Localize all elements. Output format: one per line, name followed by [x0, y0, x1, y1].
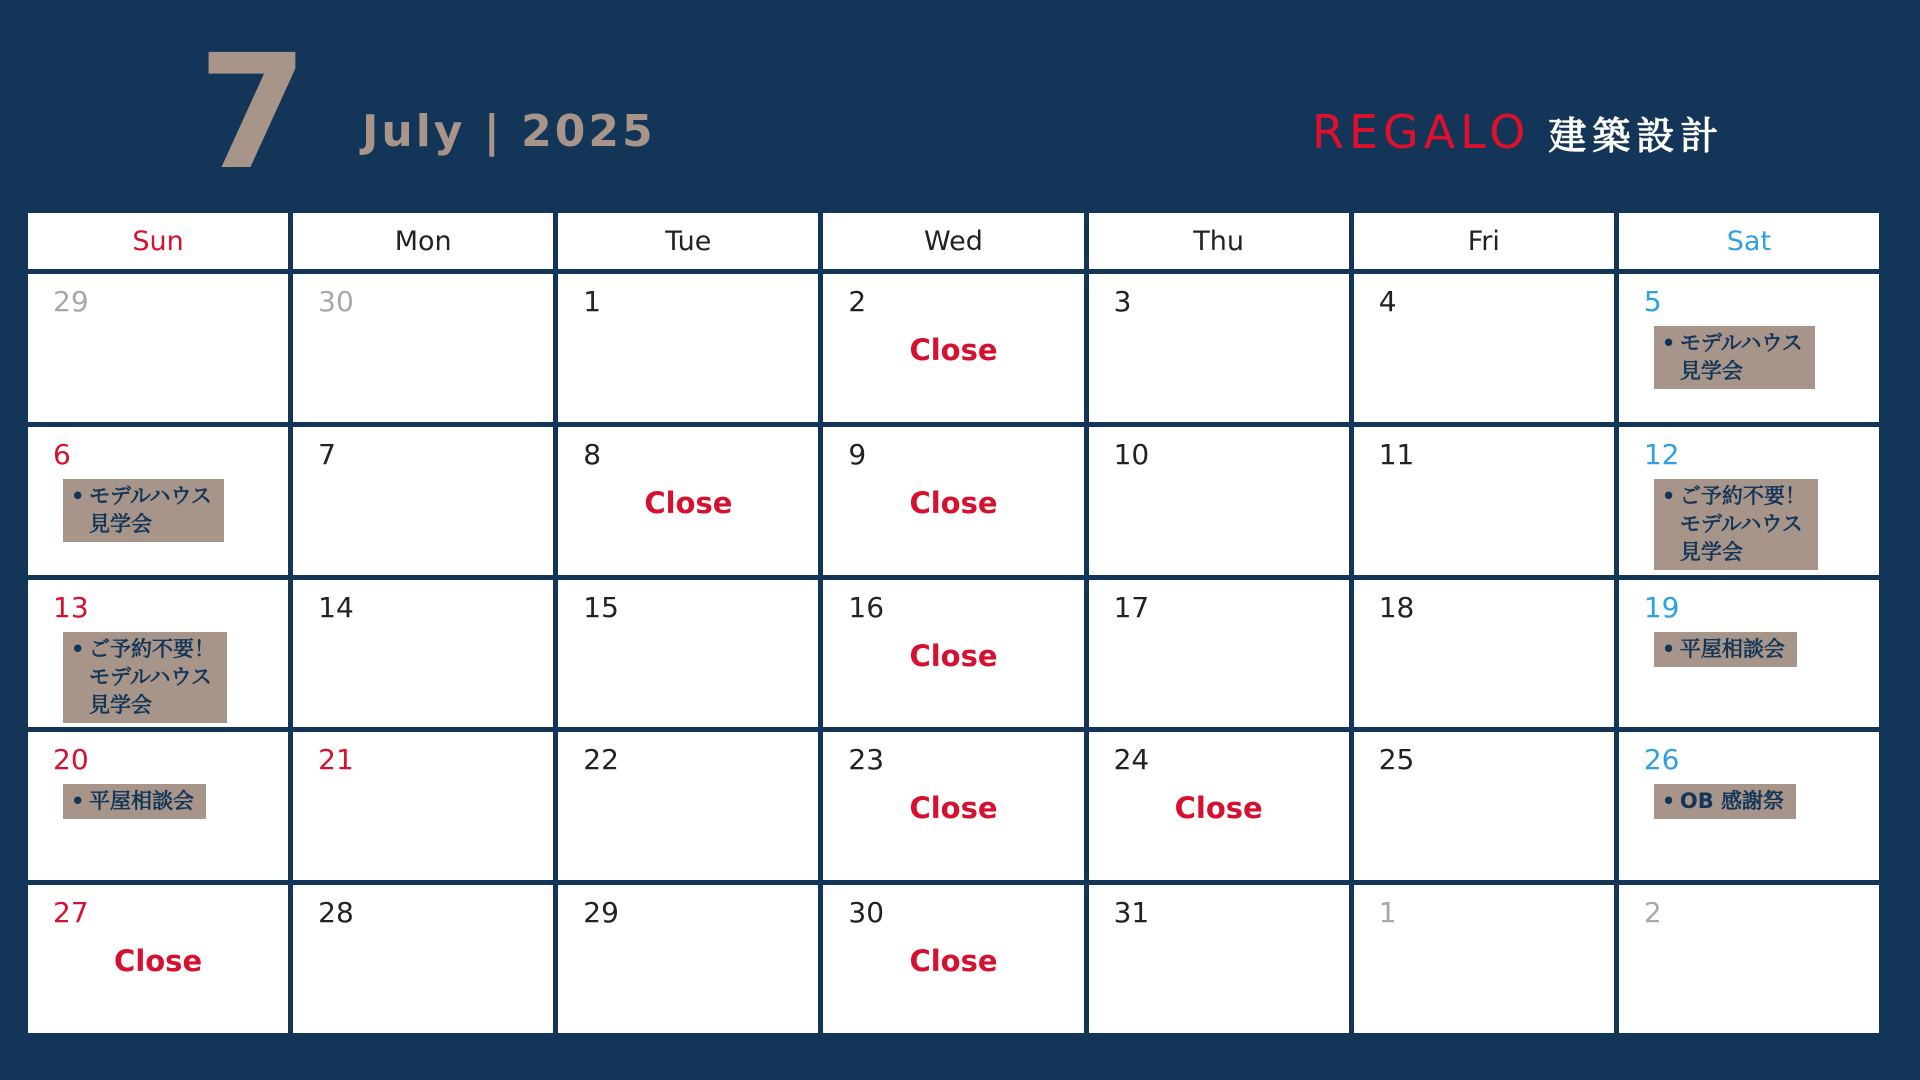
day-number: 2 — [1643, 896, 1662, 930]
event-text: モデルハウス — [89, 664, 212, 689]
day-number: 7 — [318, 437, 336, 471]
day-cell[interactable] — [1619, 732, 1879, 880]
event-line — [71, 691, 215, 719]
day-cell[interactable] — [823, 274, 1083, 422]
event-text: 平屋相談会 — [1679, 636, 1785, 661]
day-number: 1 — [1378, 896, 1397, 930]
day-number: 6 — [53, 437, 71, 471]
event-line — [1662, 635, 1785, 663]
day-number: 21 — [318, 743, 354, 777]
weekday-header-wed: Wed — [823, 213, 1083, 269]
day-cell[interactable] — [1354, 274, 1614, 422]
day-cell[interactable] — [293, 885, 553, 1033]
day-number: 8 — [583, 437, 602, 471]
day-number: 13 — [53, 590, 89, 624]
closed-day-label: Close — [644, 485, 733, 520]
event-badge[interactable] — [1654, 326, 1815, 389]
event-text: 平屋相談会 — [89, 789, 194, 814]
closed-day-label: Close — [909, 333, 998, 367]
day-cell[interactable] — [28, 732, 288, 880]
closed-day-label: Close — [909, 944, 998, 979]
event-line — [1662, 787, 1784, 815]
day-number: 25 — [1378, 743, 1415, 777]
day-cell[interactable] — [293, 580, 553, 728]
closed-day-label: Close — [114, 944, 203, 979]
day-cell[interactable] — [1089, 274, 1349, 422]
event-line — [1662, 510, 1806, 538]
closed-day-label: Close — [909, 638, 998, 673]
event-text: OB 感謝祭 — [1679, 789, 1785, 814]
event-line — [71, 510, 212, 538]
event-text: ご予約不要！ — [89, 636, 215, 661]
day-cell[interactable] — [1619, 427, 1879, 575]
month-number: 7 — [198, 21, 308, 205]
bullet-icon: • — [1661, 331, 1676, 355]
day-number: 10 — [1113, 437, 1150, 471]
day-number: 14 — [318, 590, 354, 624]
day-cell[interactable] — [823, 885, 1083, 1033]
day-cell[interactable] — [1619, 580, 1879, 728]
event-badge[interactable] — [63, 784, 206, 819]
day-number: 4 — [1378, 285, 1397, 318]
day-number: 19 — [1643, 590, 1680, 624]
event-line — [1662, 482, 1806, 510]
event-badge[interactable] — [63, 479, 224, 542]
day-number: 28 — [318, 896, 354, 930]
event-badge[interactable] — [1654, 632, 1797, 667]
event-badge[interactable] — [1654, 479, 1818, 570]
event-line — [71, 482, 212, 510]
day-number: 15 — [583, 590, 619, 624]
day-number: 9 — [848, 437, 867, 471]
bullet-icon: • — [71, 636, 85, 661]
day-number: 3 — [1113, 285, 1132, 318]
day-number: 5 — [1643, 285, 1662, 318]
day-number: 31 — [1113, 896, 1150, 930]
day-cell[interactable] — [558, 427, 818, 575]
bullet-icon: • — [71, 789, 85, 814]
day-cell[interactable] — [1354, 427, 1614, 575]
day-cell[interactable] — [1354, 580, 1614, 728]
day-number: 20 — [53, 743, 89, 777]
day-number: 30 — [318, 285, 354, 318]
event-text: 見学会 — [89, 692, 152, 717]
logo-japanese-text: 建築設計 — [1548, 113, 1725, 158]
weekday-header-fri: Fri — [1354, 213, 1614, 269]
day-cell[interactable] — [293, 427, 553, 575]
day-cell[interactable] — [558, 732, 818, 880]
weekday-header-thu: Thu — [1089, 213, 1349, 269]
day-cell[interactable] — [28, 274, 288, 422]
bullet-icon: • — [1661, 483, 1676, 508]
weekday-header-tue: Tue — [558, 213, 818, 269]
weekday-header-sun: Sun — [28, 213, 288, 269]
day-number: 24 — [1113, 743, 1150, 777]
event-text: 見学会 — [89, 511, 152, 536]
calendar-grid — [28, 213, 1879, 1033]
day-cell[interactable] — [1089, 885, 1349, 1033]
day-number: 29 — [53, 285, 89, 318]
day-number: 2 — [848, 285, 867, 318]
day-number: 30 — [848, 896, 885, 930]
day-cell[interactable] — [28, 885, 288, 1033]
day-number: 16 — [848, 590, 885, 624]
closed-day-label: Close — [909, 791, 998, 826]
event-text: 見学会 — [1679, 359, 1743, 383]
day-cell[interactable] — [1354, 885, 1614, 1033]
day-number: 17 — [1113, 590, 1150, 624]
event-text: モデルハウス — [1679, 331, 1803, 355]
day-cell[interactable] — [28, 580, 288, 728]
event-line — [71, 663, 215, 691]
event-badge[interactable] — [63, 632, 227, 723]
brand-logo — [1312, 104, 1724, 160]
event-line — [1662, 538, 1806, 566]
day-cell[interactable] — [1089, 427, 1349, 575]
day-number: 22 — [583, 743, 619, 777]
weekday-header-mon: Mon — [293, 213, 553, 269]
day-cell[interactable] — [1354, 732, 1614, 880]
day-cell[interactable] — [1619, 274, 1879, 422]
event-line — [1662, 357, 1803, 385]
day-cell[interactable] — [28, 427, 288, 575]
day-number: 1 — [583, 285, 602, 318]
logo-wordmark: REGALO — [1312, 105, 1531, 159]
event-text: モデルハウス — [1679, 511, 1803, 536]
day-cell[interactable] — [558, 580, 818, 728]
event-text: ご予約不要！ — [1679, 483, 1806, 508]
day-cell[interactable] — [293, 732, 553, 880]
day-number: 11 — [1378, 437, 1415, 471]
day-number: 18 — [1378, 590, 1415, 624]
bullet-icon: • — [71, 483, 85, 508]
day-cell[interactable] — [1089, 580, 1349, 728]
day-number: 12 — [1643, 437, 1680, 471]
event-line — [71, 787, 194, 815]
day-cell[interactable] — [1089, 732, 1349, 880]
event-line — [71, 635, 215, 663]
day-number: 29 — [583, 896, 619, 930]
day-number: 26 — [1643, 743, 1680, 777]
event-badge[interactable] — [1654, 784, 1796, 819]
event-text: 見学会 — [1679, 539, 1743, 564]
day-cell[interactable] — [1619, 885, 1879, 1033]
day-number: 27 — [53, 896, 89, 930]
weekday-header-sat: Sat — [1619, 213, 1879, 269]
event-line — [1662, 329, 1803, 357]
day-cell[interactable] — [558, 274, 818, 422]
day-cell[interactable] — [823, 732, 1083, 880]
event-text: モデルハウス — [89, 483, 212, 508]
closed-day-label: Close — [909, 485, 998, 520]
day-cell[interactable] — [823, 427, 1083, 575]
day-cell[interactable] — [823, 580, 1083, 728]
bullet-icon: • — [1661, 636, 1676, 661]
closed-day-label: Close — [1174, 791, 1263, 826]
day-cell[interactable] — [293, 274, 553, 422]
day-number: 23 — [848, 743, 885, 777]
bullet-icon: • — [1661, 789, 1676, 814]
day-cell[interactable] — [558, 885, 818, 1033]
month-year-label: July | 2025 — [362, 106, 656, 157]
